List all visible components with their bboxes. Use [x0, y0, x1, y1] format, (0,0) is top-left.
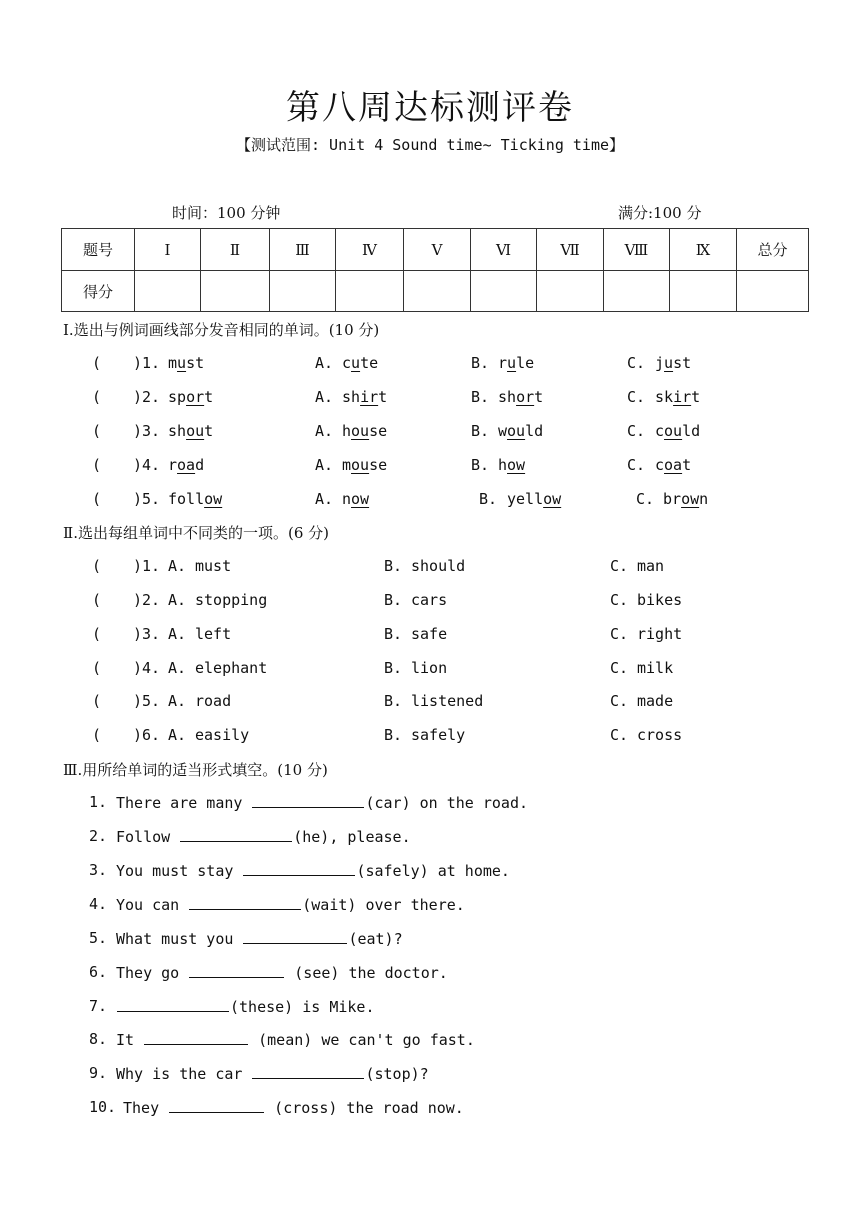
option-a-word: stopping — [195, 591, 268, 609]
fill-in-sentence — [116, 793, 528, 812]
option-b-word: short — [498, 388, 544, 406]
answer-blank[interactable] — [169, 1098, 264, 1113]
sentence-end: (these) is Mike. — [230, 998, 375, 1016]
score-cell[interactable] — [135, 271, 201, 312]
test-scope: 【测试范围: Unit 4 Sound time~ Ticking time】 — [235, 136, 625, 154]
col-header: Ⅰ — [135, 229, 201, 271]
answer-paren[interactable]: ( — [92, 456, 102, 474]
col-header-total: 总分 — [737, 229, 809, 271]
answer-blank[interactable] — [243, 929, 347, 944]
option-a-label: A. — [168, 591, 187, 609]
option-a-word: cute — [342, 354, 379, 372]
option-b-word: how — [498, 456, 526, 474]
option-c-label: C. — [610, 692, 629, 710]
option-c-label: C. — [610, 726, 629, 744]
score-table-header-row — [62, 229, 809, 271]
question-number: )6. — [133, 726, 161, 744]
option-b-label: B. — [384, 625, 403, 643]
underlined-sound: u — [351, 354, 361, 372]
option-b-word: listened — [411, 692, 484, 710]
option-b-word: yellow — [507, 490, 562, 508]
question-number: 10. — [89, 1098, 117, 1116]
answer-blank[interactable] — [189, 963, 284, 978]
underlined-sound: u — [507, 354, 517, 372]
option-a-label: A. — [315, 490, 334, 508]
option-a-word: house — [342, 422, 388, 440]
option-a-label: A. — [315, 388, 334, 406]
question-number: )2. — [133, 591, 161, 609]
sentence-start: They — [123, 1099, 169, 1117]
option-a-label: A. — [168, 557, 187, 575]
option-b-label: B. — [471, 456, 490, 474]
score-cell[interactable] — [201, 271, 270, 312]
question-number: 8. — [89, 1030, 108, 1048]
col-header: Ⅲ — [270, 229, 336, 271]
option-c-word: made — [637, 692, 674, 710]
section-2-title: Ⅱ.选出每组单词中不同类的一项。(6 分) — [63, 524, 329, 542]
option-a-word: shirt — [342, 388, 388, 406]
row-label-score: 得分 — [62, 271, 135, 312]
question-number: 1. — [89, 793, 108, 811]
option-a-word: mouse — [342, 456, 388, 474]
question-number: 7. — [89, 997, 108, 1015]
underlined-sound: ir — [673, 388, 692, 406]
option-c-label: C. — [610, 659, 629, 677]
option-c-label: C. — [610, 557, 629, 575]
sentence-end: (eat)? — [348, 930, 403, 948]
col-header: Ⅷ — [604, 229, 670, 271]
option-c-label: C. — [610, 591, 629, 609]
option-c-label: C. — [627, 354, 646, 372]
sentence-start: Follow — [116, 828, 180, 846]
score-cell[interactable] — [471, 271, 537, 312]
question-number: 2. — [89, 827, 108, 845]
option-b-word: should — [411, 557, 466, 575]
col-header: Ⅶ — [537, 229, 604, 271]
sentence-end: (car) on the road. — [365, 794, 529, 812]
sentence-start: There are many — [116, 794, 252, 812]
fill-in-sentence — [116, 1064, 429, 1083]
option-c-label: C. — [636, 490, 655, 508]
option-c-word: brown — [663, 490, 709, 508]
fill-in-sentence — [116, 895, 465, 914]
sentence-start: You can — [116, 896, 189, 914]
option-b-label: B. — [384, 726, 403, 744]
option-b-label: B. — [471, 354, 490, 372]
underlined-sound: or — [186, 388, 205, 406]
sentence-end: (stop)? — [365, 1065, 429, 1083]
option-a-word: now — [342, 490, 370, 508]
sentence-start: You must stay — [116, 862, 243, 880]
option-b-label: B. — [471, 388, 490, 406]
question-number: 4. — [89, 895, 108, 913]
score-cell[interactable] — [270, 271, 336, 312]
option-c-word: just — [655, 354, 692, 372]
fill-in-sentence — [123, 1098, 464, 1117]
sentence-end: (mean) we can't go fast. — [249, 1031, 475, 1049]
option-c-label: C. — [627, 422, 646, 440]
question-number: )4. — [133, 659, 161, 677]
answer-paren[interactable]: ( — [92, 591, 102, 609]
sentence-end: (he), please. — [293, 828, 411, 846]
example-word: follow — [168, 490, 223, 508]
option-a-label: A. — [315, 422, 334, 440]
question-number: 6. — [89, 963, 108, 981]
option-c-word: milk — [637, 659, 674, 677]
question-number: 5. — [89, 929, 108, 947]
answer-blank[interactable] — [252, 1064, 364, 1079]
option-a-word: left — [195, 625, 232, 643]
option-a-label: A. — [315, 456, 334, 474]
col-header: Ⅱ — [201, 229, 270, 271]
score-cell[interactable] — [336, 271, 404, 312]
option-b-word: rule — [498, 354, 535, 372]
underlined-sound: ow — [351, 490, 370, 508]
underlined-sound: oa — [664, 456, 683, 474]
option-c-word: cross — [637, 726, 683, 744]
underlined-sound: u — [177, 354, 187, 372]
col-header: Ⅴ — [404, 229, 471, 271]
option-c-word: could — [655, 422, 701, 440]
answer-paren[interactable]: ( — [92, 726, 102, 744]
score-cell[interactable] — [604, 271, 670, 312]
answer-paren[interactable]: ( — [92, 388, 102, 406]
sentence-start: Why is the car — [116, 1065, 252, 1083]
exam-title: 第八周达标测评卷 — [286, 88, 574, 128]
fill-in-sentence — [116, 861, 510, 880]
answer-blank[interactable] — [180, 827, 292, 842]
option-b-word: safely — [411, 726, 466, 744]
section-3-title: Ⅲ.用所给单词的适当形式填空。(10 分) — [63, 761, 328, 779]
answer-paren[interactable]: ( — [92, 490, 102, 508]
score-cell[interactable] — [670, 271, 737, 312]
option-c-word: bikes — [637, 591, 683, 609]
fill-in-sentence — [116, 929, 403, 948]
question-number: )5. — [133, 692, 161, 710]
question-number: )4. — [133, 456, 161, 474]
option-c-label: C. — [627, 388, 646, 406]
option-b-label: B. — [384, 659, 403, 677]
option-a-label: A. — [168, 726, 187, 744]
underlined-sound: oa — [177, 456, 196, 474]
answer-paren[interactable]: ( — [92, 659, 102, 677]
option-b-label: B. — [384, 557, 403, 575]
sentence-end: (cross) the road now. — [265, 1099, 464, 1117]
answer-paren[interactable]: ( — [92, 625, 102, 643]
option-a-label: A. — [168, 659, 187, 677]
full-score: 满分:100 分 — [618, 204, 702, 222]
option-b-label: B. — [384, 591, 403, 609]
example-word: must — [168, 354, 205, 372]
option-c-word: man — [637, 557, 665, 575]
fill-in-sentence — [116, 963, 448, 982]
option-b-word: lion — [411, 659, 448, 677]
option-c-word: right — [637, 625, 683, 643]
score-table — [61, 228, 809, 312]
question-number: )3. — [133, 422, 161, 440]
question-number: )3. — [133, 625, 161, 643]
option-b-word: would — [498, 422, 544, 440]
fill-in-sentence — [116, 1030, 475, 1049]
score-cell-total[interactable] — [737, 271, 809, 312]
option-c-word: skirt — [655, 388, 701, 406]
question-number: )1. — [133, 354, 161, 372]
underlined-sound: ir — [360, 388, 379, 406]
example-word: road — [168, 456, 205, 474]
fill-in-sentence — [116, 827, 411, 846]
underlined-sound: ou — [351, 456, 370, 474]
section-1-title: Ⅰ.选出与例词画线部分发音相同的单词。(10 分) — [63, 321, 380, 339]
sentence-end: (wait) over there. — [302, 896, 465, 914]
option-b-label: B. — [384, 692, 403, 710]
fill-in-sentence — [116, 997, 375, 1016]
exam-time: 时间：100 分钟 — [172, 204, 281, 222]
answer-blank[interactable] — [117, 997, 229, 1012]
question-number: )5. — [133, 490, 161, 508]
option-b-word: safe — [411, 625, 448, 643]
answer-blank[interactable] — [252, 793, 364, 808]
question-number: 3. — [89, 861, 108, 879]
option-a-word: easily — [195, 726, 250, 744]
option-a-word: road — [195, 692, 232, 710]
score-cell[interactable] — [404, 271, 471, 312]
answer-paren[interactable]: ( — [92, 422, 102, 440]
score-table-score-row — [62, 271, 809, 312]
underlined-sound: ow — [681, 490, 700, 508]
option-b-label: B. — [471, 422, 490, 440]
sentence-start: What must you — [116, 930, 243, 948]
underlined-sound: ow — [543, 490, 562, 508]
sentence-start: They go — [116, 964, 189, 982]
question-number: )1. — [133, 557, 161, 575]
underlined-sound: u — [664, 354, 674, 372]
col-header: Ⅸ — [670, 229, 737, 271]
option-a-word: elephant — [195, 659, 268, 677]
col-header: Ⅳ — [336, 229, 404, 271]
answer-blank[interactable] — [144, 1030, 248, 1045]
question-number: )2. — [133, 388, 161, 406]
option-a-label: A. — [315, 354, 334, 372]
underlined-sound: ow — [507, 456, 526, 474]
underlined-sound: ou — [507, 422, 526, 440]
answer-paren[interactable]: ( — [92, 354, 102, 372]
answer-blank[interactable] — [189, 895, 301, 910]
option-a-word: must — [195, 557, 232, 575]
option-b-word: cars — [411, 591, 448, 609]
option-c-label: C. — [610, 625, 629, 643]
underlined-sound: ow — [204, 490, 223, 508]
option-b-label: B. — [479, 490, 498, 508]
answer-paren[interactable]: ( — [92, 557, 102, 575]
sentence-end: (safely) at home. — [356, 862, 510, 880]
option-c-word: coat — [655, 456, 692, 474]
col-header: Ⅵ — [471, 229, 537, 271]
answer-paren[interactable]: ( — [92, 692, 102, 710]
option-c-label: C. — [627, 456, 646, 474]
row-label-question-number: 题号 — [62, 229, 135, 271]
answer-blank[interactable] — [243, 861, 355, 876]
score-cell[interactable] — [537, 271, 604, 312]
question-number: 9. — [89, 1064, 108, 1082]
sentence-start: It — [116, 1031, 144, 1049]
option-a-label: A. — [168, 625, 187, 643]
option-a-label: A. — [168, 692, 187, 710]
example-word: shout — [168, 422, 214, 440]
sentence-end: (see) the doctor. — [285, 964, 448, 982]
underlined-sound: ou — [664, 422, 683, 440]
example-word: sport — [168, 388, 214, 406]
underlined-sound: or — [516, 388, 535, 406]
underlined-sound: ou — [351, 422, 370, 440]
underlined-sound: ou — [186, 422, 205, 440]
